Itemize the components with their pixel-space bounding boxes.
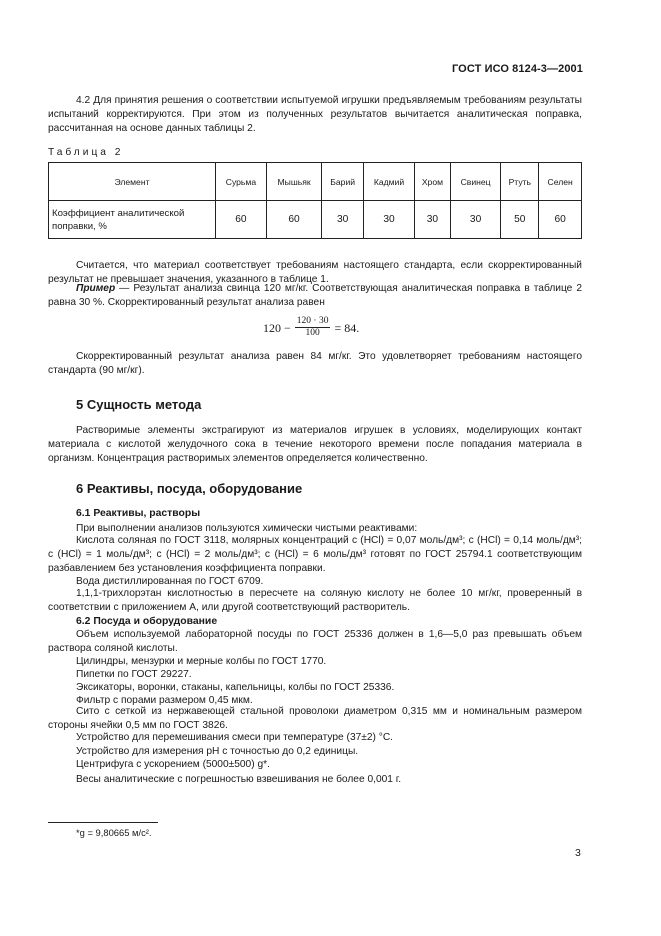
formula-numerator: 120 · 30 bbox=[296, 316, 329, 326]
section-6-1-intro: При выполнении анализов пользуются химически чистыми реактивами: bbox=[76, 523, 418, 534]
table-header-cell: Ртуть bbox=[501, 163, 539, 201]
page-number: 3 bbox=[575, 847, 581, 859]
table-header-cell: Элемент bbox=[49, 163, 216, 201]
table-header-cell: Сурьма bbox=[216, 163, 267, 201]
section-5-text: Растворимые элементы экстрагируют из материалов игрушек в условиях, моделирующих контакт материала с кислотой желудочного сока в течение некоторого времени после попадания материала в организм. Концентрация растворимых элементов определяется количественно. bbox=[48, 425, 582, 464]
acid-paragraph: Кислота соляная по ГОСТ 3118, молярных концентраций c (HCl) = 0,07 моль/дм³; c (HCl) = 0,14 моль/дм³; c (HCl) = 1 моль/дм³; c (HCl) = 2 моль/дм³; c (HCl) = 6 моль/дм³ готовят по ГОСТ 25794.1 соответствующим разбавлением без установления коэффициента поправки. bbox=[48, 535, 582, 574]
section-6-title: 6 Реактивы, посуда, оборудование bbox=[76, 481, 303, 496]
section-6-2-title: 6.2 Посуда и оборудование bbox=[76, 616, 218, 627]
ph-line: Устройство для измерения pH с точностью до 0,2 единицы. bbox=[76, 746, 359, 757]
table-header-cell: Мышьяк bbox=[266, 163, 321, 201]
table-row bbox=[49, 201, 582, 239]
table-cell: 60 bbox=[539, 201, 582, 239]
table-row-label: Коэффициент аналитической поправки, % bbox=[49, 201, 216, 239]
filter-line: Фильтр с порами размером 0,45 мкм. bbox=[76, 695, 253, 706]
scales-line: Весы аналитические с погрешностью взвешивания не более 0,001 г. bbox=[76, 774, 402, 785]
centrifuge-line: Центрифуга с ускорением (5000±500) g*. bbox=[76, 759, 270, 770]
table-caption: Таблица 2 bbox=[48, 147, 124, 158]
paragraph-4-2: 4.2 Для принятия решения о соответствии испытуемой игрушки предъявляемым требованиям результаты испытаний корректируются. При этом из полученных результатов вычитается аналитическая поправка, рассчитанная на основе данных таблицы 2. bbox=[48, 95, 582, 134]
formula-result: = 84. bbox=[334, 320, 360, 335]
table-header-row bbox=[49, 163, 582, 201]
table-cell: 30 bbox=[414, 201, 450, 239]
formula-denominator: 100 bbox=[305, 328, 320, 338]
table-2 bbox=[48, 162, 582, 239]
mixing-line: Устройство для перемешивания смеси при температуре (37±2) °С. bbox=[76, 732, 394, 743]
table-header-cell: Барий bbox=[322, 163, 364, 201]
paragraph-corrected: Скорректированный результат анализа равен 84 мг/кг. Это удовлетворяет требованиям настоящего стандарта (90 мг/кг). bbox=[48, 351, 582, 376]
paragraph-considered: Считается, что материал соответствует требованиям настоящего стандарта, если скорректированный результат не превышает значения, указанного в таблице 1. bbox=[48, 260, 582, 285]
table-header-cell: Свинец bbox=[450, 163, 500, 201]
example-text: — Результат анализа свинца 120 мг/кг. Соответствующая аналитическая поправка в таблице 2 равна 30 %. Скорректированный результат анализа равен bbox=[48, 283, 582, 308]
section-5-title: 5 Сущность метода bbox=[76, 397, 202, 412]
table-header-cell: Селен bbox=[539, 163, 582, 201]
sieve-paragraph: Сито с сеткой из нержавеющей стальной проволоки диаметром 0,315 мм и номинальным размером стороны ячейки 0,5 мм по ГОСТ 3826. bbox=[48, 706, 582, 731]
example-paragraph bbox=[48, 282, 582, 310]
table-header-cell: Кадмий bbox=[364, 163, 415, 201]
formula-minuend: 120 − bbox=[263, 320, 291, 335]
footnote: *g = 9,80665 м/с². bbox=[76, 827, 152, 838]
water-line: Вода дистиллированная по ГОСТ 6709. bbox=[76, 576, 264, 587]
section-6-1-title: 6.1 Реактивы, растворы bbox=[76, 508, 201, 519]
table-header-cell: Хром bbox=[414, 163, 450, 201]
cylinders-line: Цилиндры, мензурки и мерные колбы по ГОСТ 1770. bbox=[76, 656, 327, 667]
table-cell: 30 bbox=[450, 201, 500, 239]
table-cell: 50 bbox=[501, 201, 539, 239]
standard-header: ГОСТ ИСО 8124-3—2001 bbox=[451, 63, 583, 75]
example-label: Пример bbox=[76, 283, 116, 294]
formula bbox=[263, 316, 359, 339]
table-cell: 60 bbox=[266, 201, 321, 239]
volume-paragraph: Объем используемой лабораторной посуды по ГОСТ 25336 должен в 1,6—5,0 раз превышать объем раствора соляной кислоты. bbox=[48, 629, 582, 654]
desiccators-line: Эксикаторы, воронки, стаканы, капельницы, колбы по ГОСТ 25336. bbox=[76, 682, 395, 693]
table-cell: 30 bbox=[364, 201, 415, 239]
trichloroethane-paragraph: 1,1,1-трихлорэтан кислотностью в пересчете на соляную кислоту не более 10 мг/кг, проверенный в соответствии с приложением А, или другой соответствующий растворитель. bbox=[48, 588, 582, 613]
table-cell: 60 bbox=[216, 201, 267, 239]
formula-fraction bbox=[295, 316, 331, 339]
pipettes-line: Пипетки по ГОСТ 29227. bbox=[76, 669, 192, 680]
table-cell: 30 bbox=[322, 201, 364, 239]
footnote-divider bbox=[48, 822, 158, 823]
